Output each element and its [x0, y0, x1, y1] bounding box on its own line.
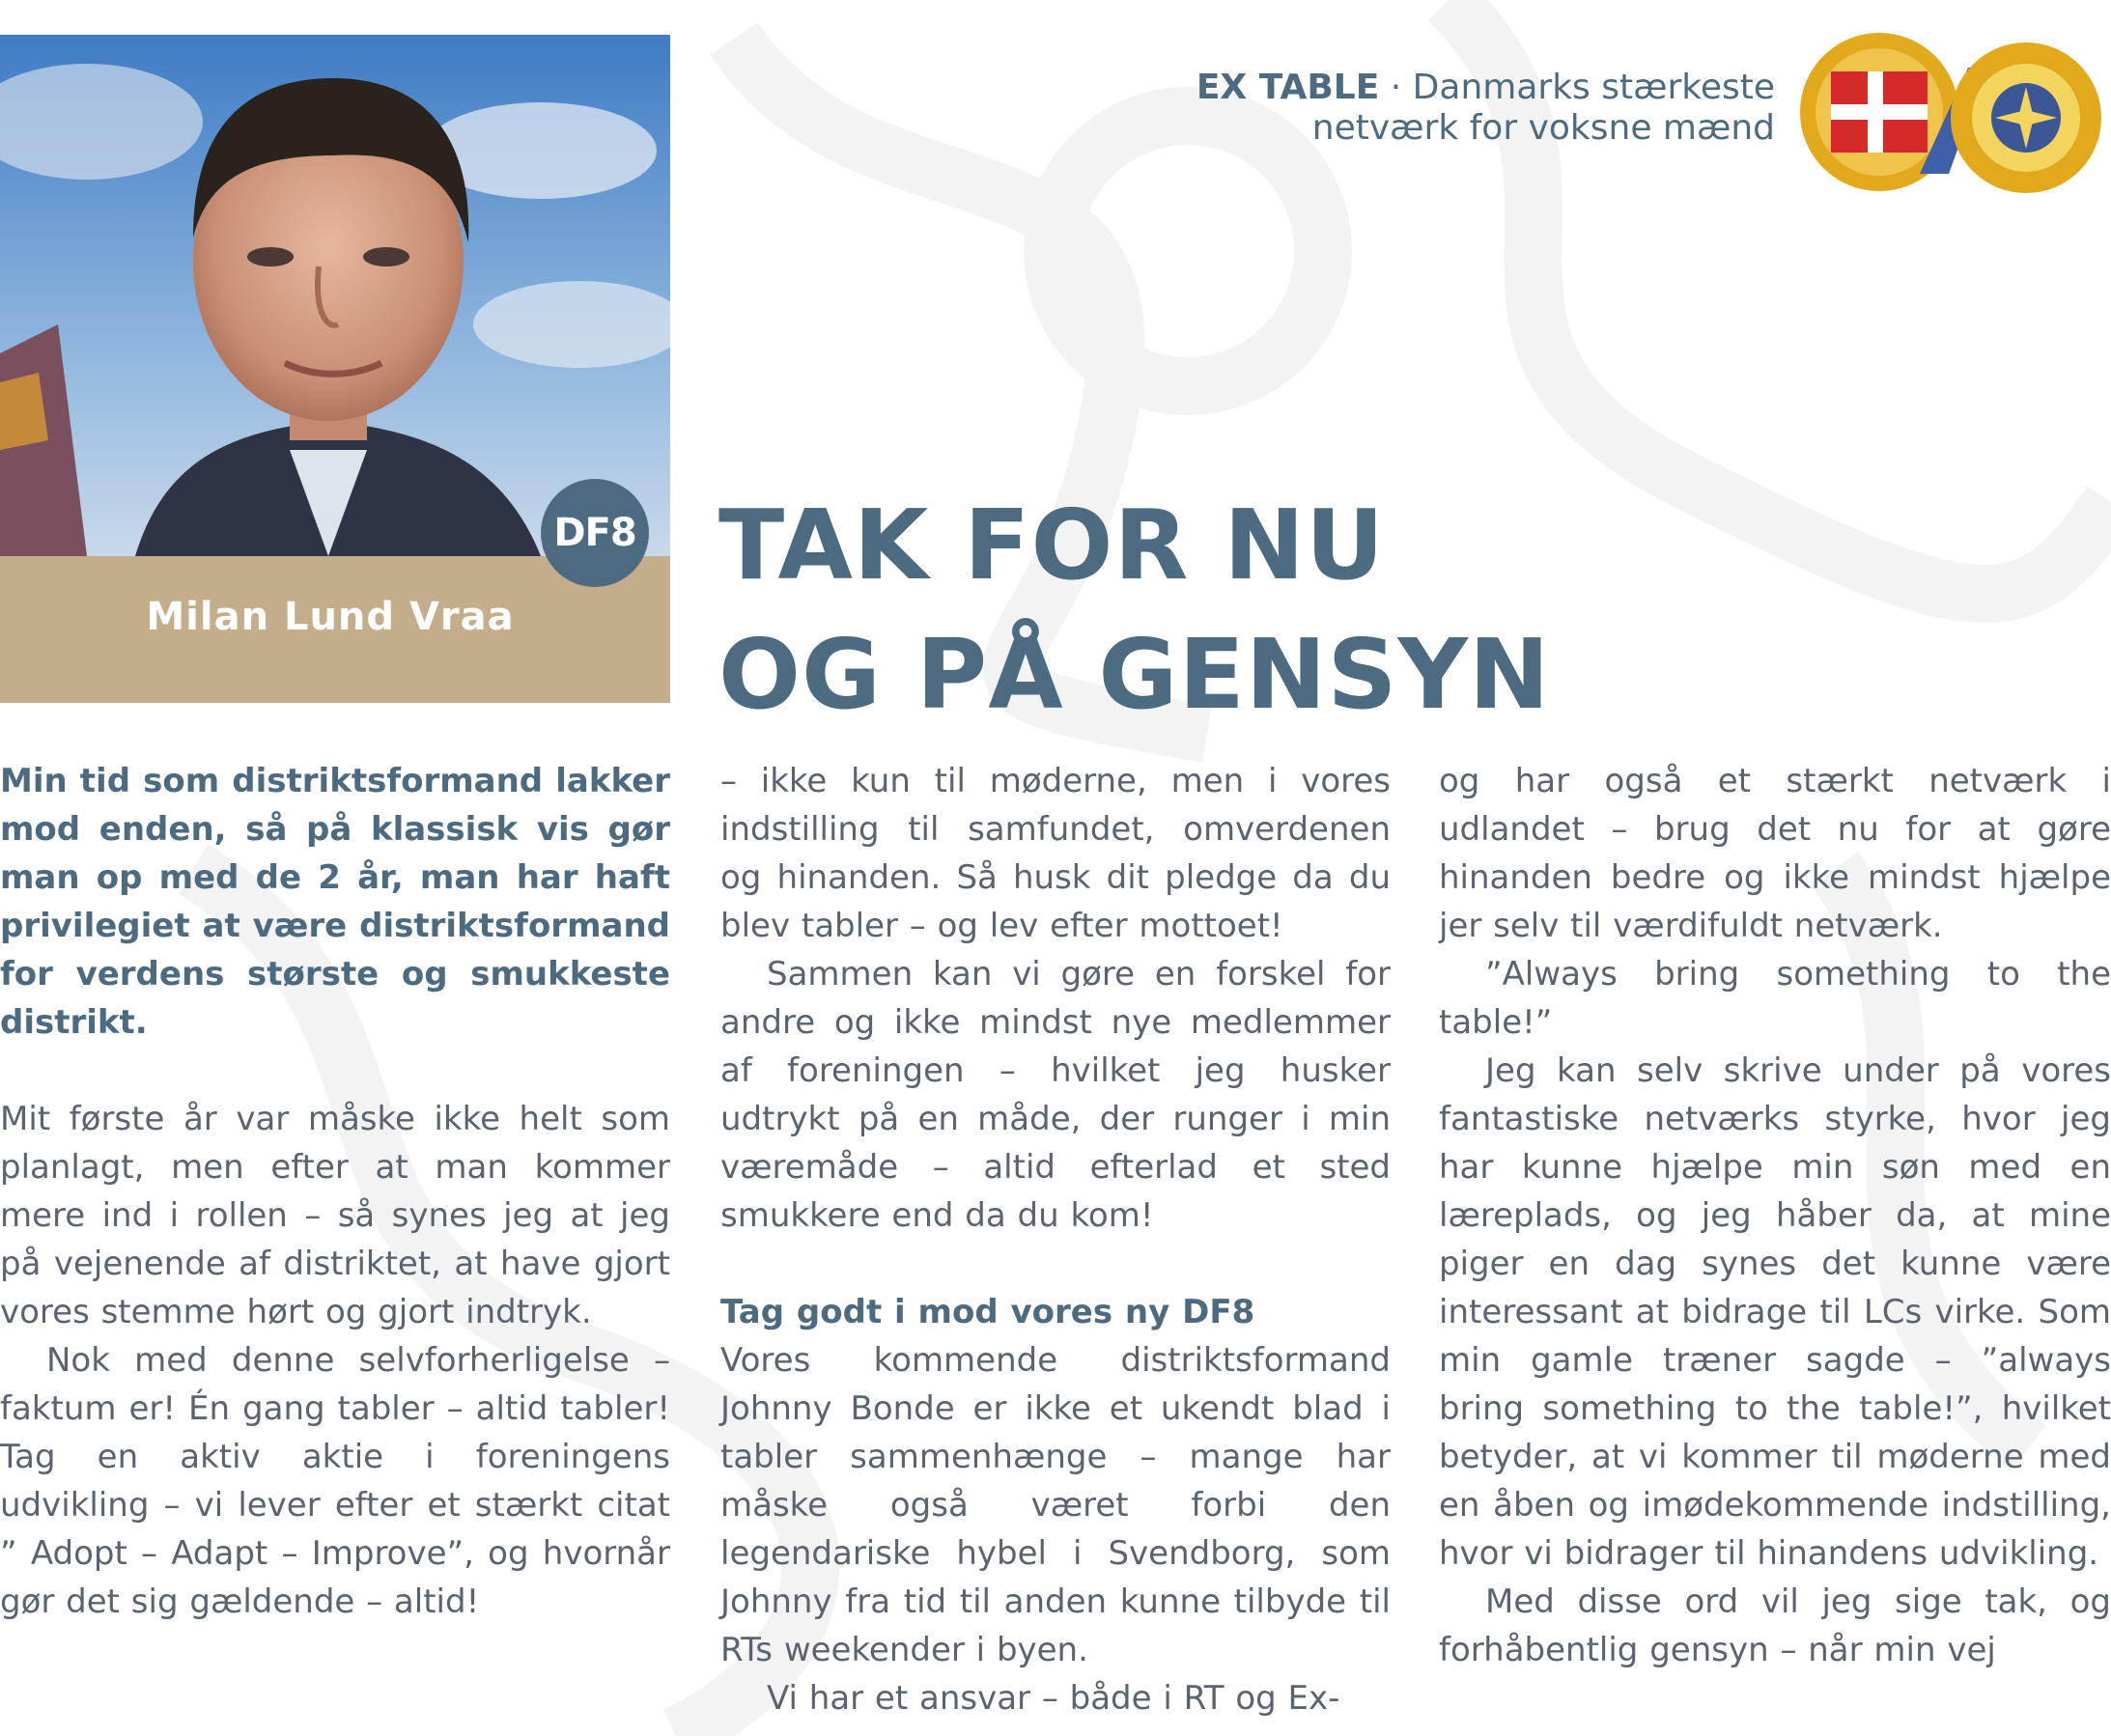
article-column-3 [1439, 757, 2111, 1674]
quote-paragraph: ”Always bring something to the table!” [1439, 955, 2111, 1042]
header-tagline-1: Danmarks stærkeste [1412, 68, 1775, 107]
article-column-1 [0, 757, 670, 1626]
header-separator: · [1379, 68, 1413, 107]
magazine-header [1196, 68, 1775, 149]
header-brand: EX TABLE [1196, 68, 1380, 107]
header-tagline-2: netværk for voksne mænd [1311, 108, 1775, 148]
title-line-2: OG PÅ GENSYN [718, 618, 1551, 731]
body-paragraph: Nok med denne selvforherligelse – faktum er! Én gang tabler – altid tabler! Tag en aktiv aktie i foreningens udvikling – vi lever efter et stærkt citat ” Adopt – Adapt – Improve”, og hvornår gør det sig gældende – altid! [0, 1341, 670, 1621]
district-badge: DF8 [541, 479, 649, 587]
body-paragraph: Med disse ord vil jeg sige tak, og forhåbentlig gensyn – når min vej [1439, 1582, 2111, 1669]
body-paragraph: Vi har et ansvar – både i RT og Ex- [767, 1679, 1340, 1718]
body-paragraph: Mit første år var måske ikke helt som planlagt, men efter at man kommer mere ind i rollen – så synes jeg at jeg på vejenende af distriktet, at have gjort vores stemme hørt og gjort indtryk. [0, 1100, 670, 1331]
body-paragraph: Sammen kan vi gøre en forskel for andre og ikke mindst nye medlemmer af foreningen – hvilket jeg husker udtrykt på en måde, der runger i min væremåde – altid efterlad et sted smukkere end da du kom! [720, 955, 1391, 1235]
section-subheading: Tag godt i mod vores ny DF8 [720, 1293, 1255, 1331]
portrait-photo-icon [0, 35, 670, 556]
article-title [718, 481, 1551, 740]
body-paragraph: Vores kommende distriktsformand Johnny Bonde er ikke et ukendt blad i tabler sammenhænge – mange har måske også været forbi den legendariske hybel i Svendborg, som Johnny fra tid til anden kunne tilbyde til RTs weekender i byen. [720, 1341, 1391, 1669]
title-line-1: TAK FOR NU [718, 489, 1386, 602]
portrait-photo [0, 35, 670, 556]
body-paragraph: – ikke kun til møderne, men i vores indstilling til samfundet, omverdenen og hinanden. Så husk dit pledge da du blev tabler – og lev efter mottoet! [720, 762, 1391, 945]
body-paragraph: Jeg kan selv skrive under på vores fantastiske netværks styrke, hvor jeg har kunne hjælpe min søn med en læreplads, og jeg håber da, at mine piger en dag synes det kunne være interessant at bidrage til LCs virke. Som min gamle træner sagde – ”always bring something to the table!”, hvilket betyder, at vi kommer til møderne med en åben og imødekommende indstilling, hvor vi bidrager til hinandens udvikling. [1439, 1051, 2111, 1573]
author-name: Milan Lund Vraa [146, 595, 515, 639]
lead-paragraph: Min tid som distriktsformand lakker mod enden, så på klassisk vis gør man op med de 2 år, man har haft privilegiet at være distriktsformand for verdens største og smukkeste distrikt. [0, 762, 670, 1042]
article-column-2 [720, 757, 1391, 1722]
body-paragraph: og har også et stærkt netværk i udlandet – brug det nu for at gøre hinanden bedre og ikke mindst hjælpe jer selv til værdifuldt netværk. [1439, 762, 2111, 945]
ex-table-anniversary-logo-icon [1794, 29, 2111, 195]
